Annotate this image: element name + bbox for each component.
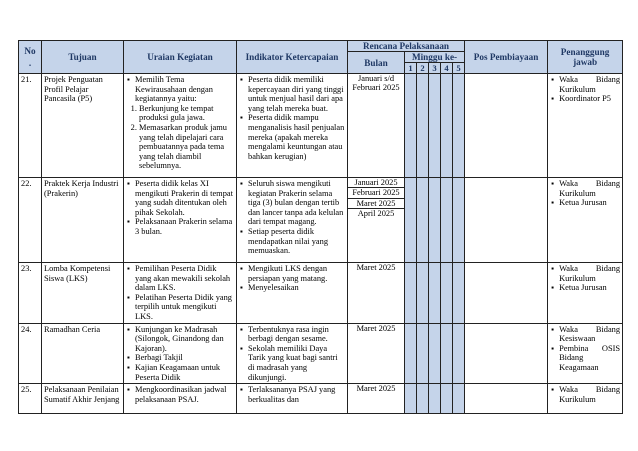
week-cell	[405, 178, 417, 263]
header-pos: Pos Pembiayaan	[465, 41, 548, 74]
header-week-1: 1	[405, 63, 417, 74]
row-pos	[465, 178, 548, 263]
row-tujuan: Ramadhan Ceria	[42, 323, 124, 384]
list-item: 1. Berkunjung ke tempat produksi gula jawa.	[139, 104, 234, 123]
row-penanggung	[548, 323, 623, 384]
row-pos	[465, 74, 548, 178]
row-penanggung	[548, 178, 623, 263]
row-tujuan: Lomba Kompetensi Siswa (LKS)	[42, 263, 124, 324]
row-indikator	[237, 74, 348, 178]
list-item: ▪ Peserta didik mampu menganalisis hasil penjualan mereka (apakah mereka mengalami keuntungan atau bahkan kerugian)	[248, 113, 345, 161]
header-week-2: 2	[417, 63, 429, 74]
week-cell	[441, 178, 453, 263]
row-uraian	[124, 263, 237, 324]
row-pos	[465, 323, 548, 384]
list-item: ▪ Ketua Jurusan	[559, 283, 620, 293]
list-item: ▪ Terlaksananya PSAJ yang berkualitas dan	[248, 385, 345, 404]
week-cell	[429, 323, 441, 384]
row-indikator	[237, 178, 348, 263]
row-bulan	[348, 263, 405, 324]
header-indikator: Indikator Ketercapaian	[237, 41, 348, 74]
week-cell	[453, 74, 465, 178]
header-rencana: Rencana Pelaksanaan	[348, 41, 465, 52]
row-bulan	[348, 178, 405, 263]
list-item: ▪ Kajian Keagamaan untuk Peserta Didik	[135, 363, 234, 382]
list-item: ▪ Pembina OSIS Bidang Keagamaan	[559, 344, 620, 373]
list-item: 2. Memasarkan produk jamu yang telah dipelajari cara pembuatannya pada tema yang telah diambil sebelumnya.	[139, 123, 234, 171]
work-program-table	[18, 40, 623, 414]
list-item: ▪ Mengikuti LKS dengan persiapan yang matang.	[248, 264, 345, 283]
bulan-entry: Januari s/d Februari 2025	[352, 74, 400, 93]
list-item: ▪ Memilih Tema Kewirausahaan dengan kegiatannya yaitu:	[135, 75, 234, 104]
row-number: 21.	[19, 74, 42, 178]
bulan-entry: Maret 2025	[356, 384, 396, 394]
row-uraian	[124, 74, 237, 178]
list-item: ▪ Kunjungan ke Madrasah (Silongok, Ginandong dan Kajoran).	[135, 325, 234, 354]
week-cell	[417, 384, 429, 414]
row-indikator	[237, 384, 348, 414]
week-cell	[453, 263, 465, 324]
list-item: ▪ Ketua Jurusan	[559, 198, 620, 208]
row-indikator	[237, 263, 348, 324]
row-tujuan: Praktek Kerja Industri (Prakerin)	[42, 178, 124, 263]
header-week-3: 3	[429, 63, 441, 74]
bulan-entry: Februari 2025	[348, 188, 404, 198]
list-item: ▪ Peserta didik kelas XI mengikuti Prakerin di tempat yang sudah ditentukan oleh pihak Sekolah.	[135, 179, 234, 217]
row-penanggung	[548, 263, 623, 324]
header-week-5: 5	[453, 63, 465, 74]
header-penanggung: Penanggung jawab	[548, 41, 623, 74]
row-uraian	[124, 384, 237, 414]
header-tujuan: Tujuan	[42, 41, 124, 74]
week-cell	[429, 384, 441, 414]
row-pos	[465, 384, 548, 414]
list-item: ▪ Menyelesaikan	[248, 283, 345, 293]
bulan-entry: Januari 2025	[348, 178, 404, 188]
header-no: No .	[19, 41, 42, 74]
row-indikator	[237, 323, 348, 384]
week-cell	[417, 263, 429, 324]
list-item: ▪ Waka Bidang Kurikulum	[559, 264, 620, 283]
bulan-entry: Maret 2025	[356, 263, 396, 272]
week-cell	[417, 178, 429, 263]
header-week-4: 4	[441, 63, 453, 74]
list-item: ▪ Berbagi Takjil	[135, 353, 234, 363]
week-cell	[429, 74, 441, 178]
list-item: ▪ Peserta didik memiliki kepercayaan diri yang tinggi untuk menjual hasil dari apa yang telah mereka buat.	[248, 75, 345, 113]
week-cell	[441, 384, 453, 414]
list-item: ▪ Waka Bidang Kesiswaan	[559, 325, 620, 344]
bulan-entry: Maret 2025	[356, 323, 396, 333]
week-cell	[429, 178, 441, 263]
table-row	[19, 178, 623, 263]
week-cell	[429, 263, 441, 324]
week-cell	[405, 384, 417, 414]
row-uraian	[124, 178, 237, 263]
list-item: ▪ Pelaksanaan Prakerin selama 3 bulan.	[135, 217, 234, 236]
row-number: 23.	[19, 263, 42, 324]
list-item: ▪ Mengkoordinasikan jadwal pelaksanaan PSAJ.	[135, 385, 234, 404]
row-bulan	[348, 74, 405, 178]
list-item: ▪ Seluruh siswa mengikuti kegiatan Prakerin selama tiga (3) bulan dengan tertib dan lancer tanpa ada kelulan dari tempat magang.	[248, 179, 345, 227]
table-row	[19, 384, 623, 414]
row-uraian	[124, 323, 237, 384]
row-number: 24.	[19, 323, 42, 384]
row-bulan	[348, 384, 405, 414]
list-item: ▪ Pemilihan Peserta Didik yang akan mewakili sekolah dalam LKS.	[135, 264, 234, 293]
table-row	[19, 263, 623, 324]
list-item: ▪ Pelatihan Peserta Didik yang terpilih untuk mengikuti LKS.	[135, 293, 234, 322]
header-minggu: Minggu ke-	[405, 52, 465, 63]
row-penanggung	[548, 74, 623, 178]
week-cell	[441, 74, 453, 178]
week-cell	[453, 384, 465, 414]
week-cell	[453, 178, 465, 263]
week-cell	[453, 323, 465, 384]
week-cell	[417, 74, 429, 178]
bulan-entry: Maret 2025	[348, 199, 404, 209]
row-penanggung	[548, 384, 623, 414]
row-pos	[465, 263, 548, 324]
bulan-entry: April 2025	[357, 209, 395, 219]
list-item: ▪ Koordinator P5	[559, 94, 620, 104]
list-item: ▪ Setiap peserta didik mendapatkan nilai yang memuaskan.	[248, 227, 345, 256]
list-item: ▪ Waka Bidang Kurikulum	[559, 385, 620, 404]
list-item: ▪ Waka Bidang Kurikulum	[559, 179, 620, 198]
list-item: ▪ Terbentuknya rasa ingin berbagi dengan sesame.	[248, 325, 345, 344]
row-number: 22.	[19, 178, 42, 263]
week-cell	[405, 323, 417, 384]
list-item: ▪ Sekolah memiliki Daya Tarik yang kuat bagi santri di madrasah yang dikunjungi.	[248, 344, 345, 382]
row-bulan	[348, 323, 405, 384]
week-cell	[405, 263, 417, 324]
week-cell	[405, 74, 417, 178]
table-row	[19, 323, 623, 384]
header-uraian: Uraian Kegiatan	[124, 41, 237, 74]
week-cell	[441, 263, 453, 324]
header-bulan: Bulan	[348, 52, 405, 74]
week-cell	[417, 323, 429, 384]
table-row	[19, 74, 623, 178]
week-cell	[441, 323, 453, 384]
row-number: 25.	[19, 384, 42, 414]
row-tujuan: Projek Penguatan Profil Pelajar Pancasila (P5)	[42, 74, 124, 178]
list-item: ▪ Waka Bidang Kurikulum	[559, 75, 620, 94]
row-tujuan: Pelaksanaan Penilaian Sumatif Akhir Jenjang	[42, 384, 124, 414]
